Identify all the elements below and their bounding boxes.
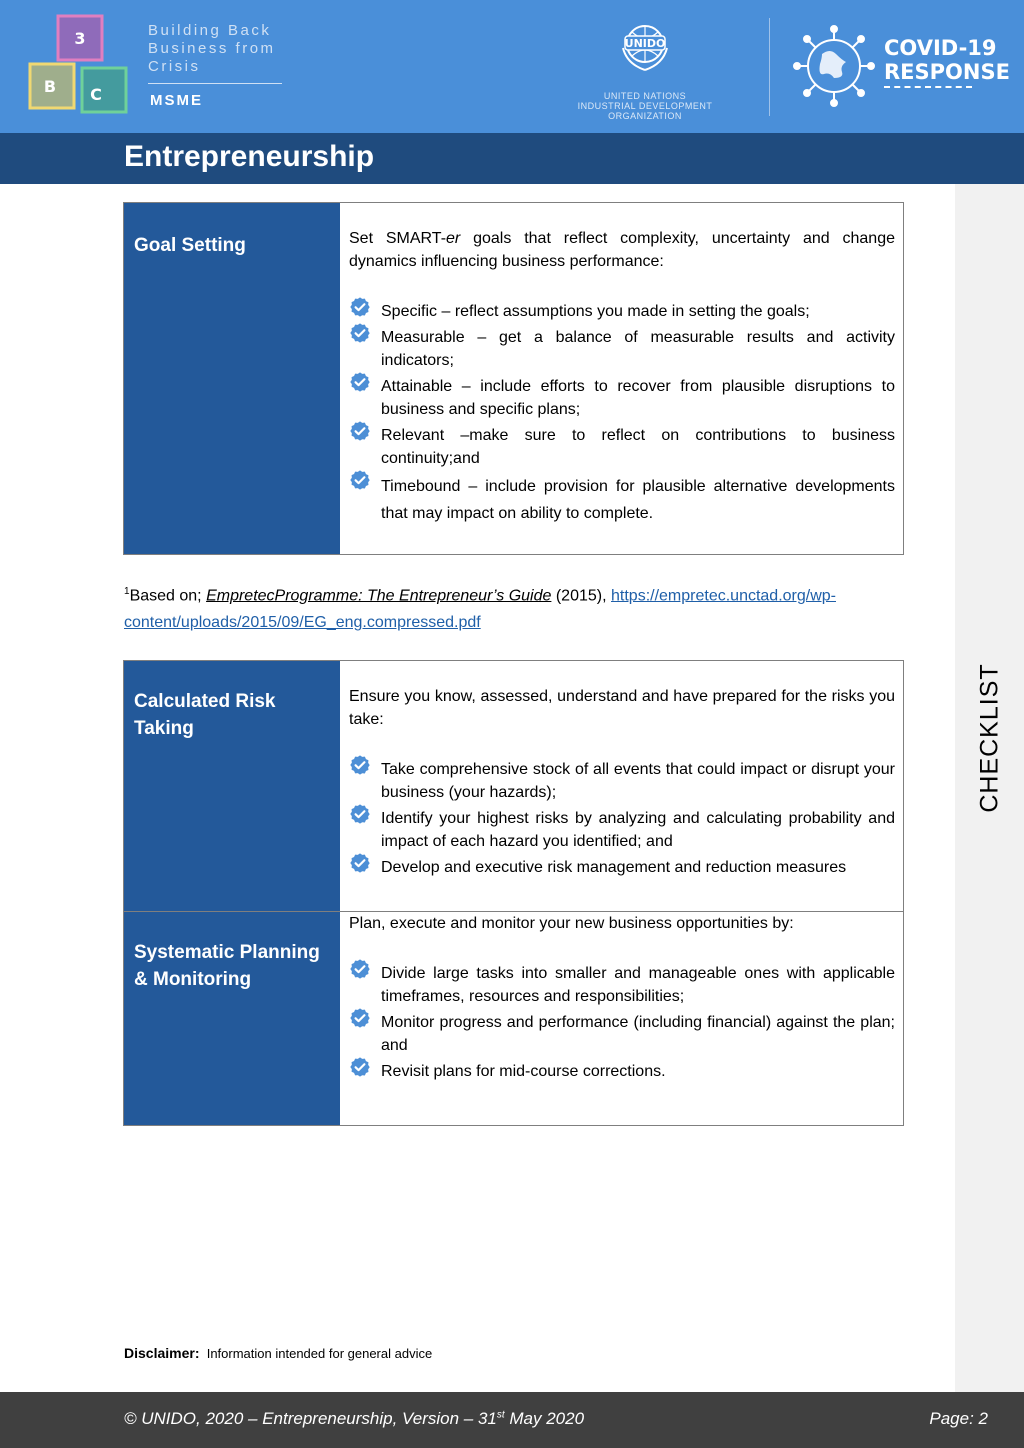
planning-intro: Plan, execute and monitor your new business opportunities by: (349, 915, 794, 932)
planning-row (124, 911, 903, 1125)
list-item: Measurable – get a balance of measurable results and activity indicators; (349, 326, 895, 372)
planning-heading: Systematic Planning & Monitoring (124, 912, 340, 1125)
check-badge-icon (349, 754, 371, 776)
covid-dash-line (884, 86, 972, 88)
planning-checklist (349, 962, 895, 1083)
header-divider (769, 18, 770, 116)
svg-text:B: B (43, 77, 57, 96)
page-number: Page: 2 (929, 1409, 988, 1428)
planning-content (340, 912, 903, 1125)
brand-divider (148, 83, 282, 84)
list-item: Identify your highest risks by analyzing and calculating probability and impact of each hazard you identified; and (349, 807, 895, 853)
list-item: Relevant –make sure to reflect on contributions to business continuity;and (349, 424, 895, 470)
brand-text: Building Back Business from Crisis (148, 22, 276, 75)
goal-setting-row (124, 203, 903, 554)
risk-taking-content (340, 661, 903, 911)
page-title: Entrepreneurship (124, 140, 375, 173)
footnote: $^1$Based on; EmpretecProgramme: The Entrepreneur’s Guide (2015), https://empretec.unctad.org/wp-content/uploads/2015/09/EG_eng.compressed.pdf (124, 586, 836, 632)
risk-planning-table (123, 660, 904, 1126)
un-emblem-icon (613, 22, 677, 74)
list-item: Attainable – include efforts to recover from plausible disruptions to business and specific plans; (349, 375, 895, 421)
list-item: Monitor progress and performance (including financial) against the plan; and (349, 1011, 895, 1057)
check-badge-icon (349, 296, 371, 318)
svg-text:UNIDO: UNIDO (624, 37, 666, 50)
list-item: Divide large tasks into smaller and manageable ones with applicable timeframes, resources and responsibilities; (349, 962, 895, 1008)
check-badge-icon (349, 322, 371, 344)
header-band (0, 0, 1024, 133)
covid-response-label: COVID-19 RESPONSE (884, 36, 1010, 84)
footer-copyright: © UNIDO, 2020 – Entrepreneurship, Version – 31st May 2020 (124, 1409, 585, 1428)
goal-setting-heading: Goal Setting (124, 203, 340, 554)
check-badge-icon (349, 420, 371, 442)
unido-logo: UNIDO UNITED NATIONS INDUSTRIAL DEVELOPMENT ORGANIZATION (540, 22, 750, 114)
list-item: Develop and executive risk management and reduction measures (349, 856, 895, 879)
svg-text:3: 3 (74, 29, 86, 48)
brand-msme: MSME (150, 92, 203, 109)
footnote-link[interactable]: https://empretec.unctad.org/wp-content/uploads/2015/09/EG_eng.compressed.pdf (124, 587, 836, 632)
list-item: Specific – reflect assumptions you made in setting the goals; (349, 300, 895, 323)
check-badge-icon (349, 958, 371, 980)
bbc-cubes-logo-icon (26, 12, 138, 124)
check-badge-icon (349, 803, 371, 825)
list-item: Timebound – include provision for plausible alternative developments that may impact on ability to complete. (349, 473, 895, 527)
check-badge-icon (349, 469, 371, 491)
check-badge-icon (349, 1056, 371, 1078)
list-item: Revisit plans for mid-course corrections. (349, 1060, 895, 1083)
footer-bar (0, 1392, 1024, 1448)
risk-taking-heading: Calculated Risk Taking (124, 661, 340, 911)
footnote-reference: EmpretecProgramme: The Entrepreneur’s Guide (206, 587, 552, 605)
risk-taking-row (124, 661, 903, 911)
covid-virus-globe-icon (792, 24, 876, 108)
goal-setting-table (123, 202, 904, 555)
check-badge-icon (349, 852, 371, 874)
goal-checklist (349, 300, 895, 527)
checklist-label: CHECKLIST (975, 662, 1003, 813)
risk-checklist (349, 758, 895, 879)
goal-setting-content (340, 203, 903, 554)
disclaimer: Disclaimer: Information intended for general advice (124, 1345, 433, 1361)
goal-setting-intro: Set SMART-er goals that reflect complexity, uncertainty and change dynamics influencing business performance: (349, 230, 895, 270)
list-item: Take comprehensive stock of all events that could impact or disrupt your business (your hazards); (349, 758, 895, 804)
risk-intro: Ensure you know, assessed, understand and have prepared for the risks you take: (349, 688, 895, 728)
check-badge-icon (349, 371, 371, 393)
svg-text:C: C (90, 85, 102, 104)
check-badge-icon (349, 1007, 371, 1029)
